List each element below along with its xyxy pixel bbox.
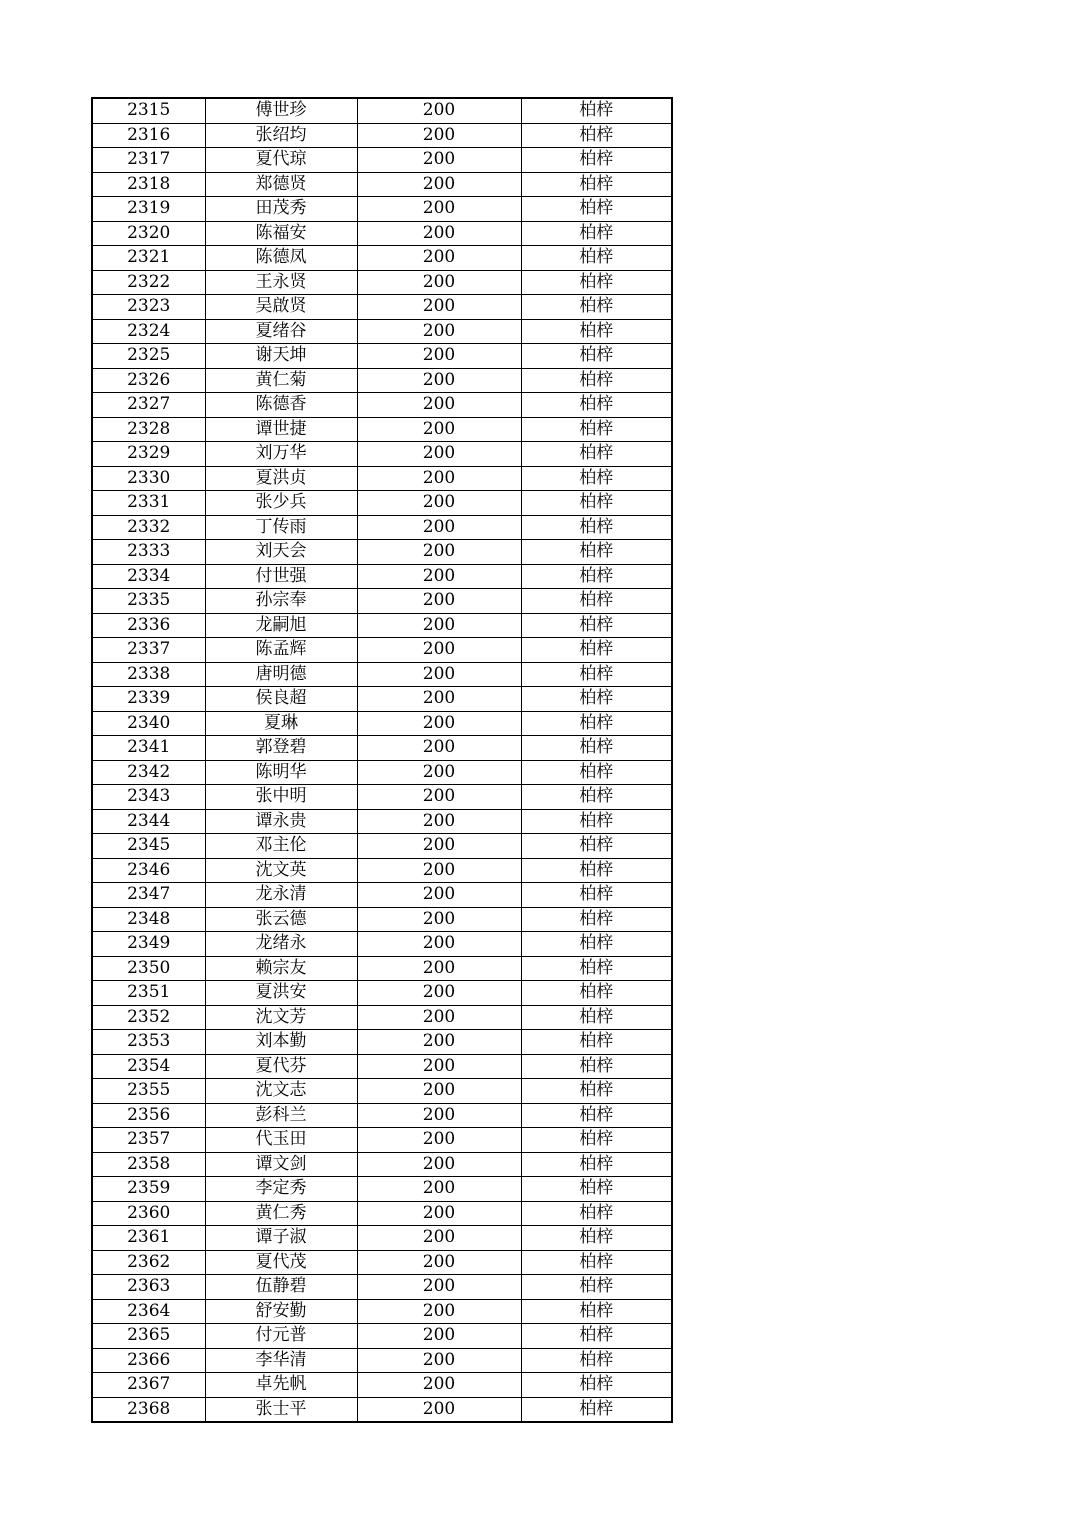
- table-row: [92, 932, 672, 957]
- table-row: [92, 760, 672, 785]
- table-row: [92, 417, 672, 442]
- table-row: [92, 1152, 672, 1177]
- location-cell: 柏梓: [521, 1226, 672, 1251]
- table-row: [92, 148, 672, 173]
- location-cell: 柏梓: [521, 589, 672, 614]
- name-cell: 黄仁菊: [205, 368, 357, 393]
- name-cell: 李华清: [205, 1348, 357, 1373]
- amount-cell: 200: [357, 417, 521, 442]
- location-cell: 柏梓: [521, 834, 672, 859]
- table-row: [92, 1348, 672, 1373]
- table-row: [92, 883, 672, 908]
- table-row: [92, 1299, 672, 1324]
- table-row: [92, 393, 672, 418]
- location-cell: 柏梓: [521, 858, 672, 883]
- amount-cell: 200: [357, 1201, 521, 1226]
- name-cell: 刘本勤: [205, 1030, 357, 1055]
- name-cell: 沈文志: [205, 1079, 357, 1104]
- name-cell: 孙宗奉: [205, 589, 357, 614]
- table-row: [92, 368, 672, 393]
- location-cell: 柏梓: [521, 417, 672, 442]
- table-row: [92, 1177, 672, 1202]
- table-row: [92, 172, 672, 197]
- table-row: [92, 1397, 672, 1422]
- row-number-cell: 2354: [92, 1054, 205, 1079]
- amount-cell: 200: [357, 1079, 521, 1104]
- table-row: [92, 736, 672, 761]
- name-cell: 张士平: [205, 1397, 357, 1422]
- amount-cell: 200: [357, 466, 521, 491]
- table-row: [92, 564, 672, 589]
- name-cell: 黄仁秀: [205, 1201, 357, 1226]
- amount-cell: 200: [357, 736, 521, 761]
- row-number-cell: 2355: [92, 1079, 205, 1104]
- name-cell: 夏代琼: [205, 148, 357, 173]
- row-number-cell: 2347: [92, 883, 205, 908]
- row-number-cell: 2358: [92, 1152, 205, 1177]
- table-row: [92, 1275, 672, 1300]
- location-cell: 柏梓: [521, 687, 672, 712]
- location-cell: 柏梓: [521, 1005, 672, 1030]
- location-cell: 柏梓: [521, 295, 672, 320]
- location-cell: 柏梓: [521, 540, 672, 565]
- location-cell: 柏梓: [521, 1299, 672, 1324]
- amount-cell: 200: [357, 883, 521, 908]
- row-number-cell: 2321: [92, 246, 205, 271]
- name-cell: 陈福安: [205, 221, 357, 246]
- amount-cell: 200: [357, 662, 521, 687]
- row-number-cell: 2333: [92, 540, 205, 565]
- row-number-cell: 2315: [92, 98, 205, 123]
- row-number-cell: 2339: [92, 687, 205, 712]
- amount-cell: 200: [357, 1030, 521, 1055]
- row-number-cell: 2357: [92, 1128, 205, 1153]
- location-cell: 柏梓: [521, 785, 672, 810]
- location-cell: 柏梓: [521, 221, 672, 246]
- location-cell: 柏梓: [521, 613, 672, 638]
- amount-cell: 200: [357, 148, 521, 173]
- table-row: [92, 466, 672, 491]
- location-cell: 柏梓: [521, 1054, 672, 1079]
- row-number-cell: 2348: [92, 907, 205, 932]
- location-cell: 柏梓: [521, 883, 672, 908]
- amount-cell: 200: [357, 1348, 521, 1373]
- table-row: [92, 907, 672, 932]
- table-row: [92, 785, 672, 810]
- table-row: [92, 1250, 672, 1275]
- amount-cell: 200: [357, 1275, 521, 1300]
- amount-cell: 200: [357, 1054, 521, 1079]
- table-row: [92, 613, 672, 638]
- amount-cell: 200: [357, 1299, 521, 1324]
- amount-cell: 200: [357, 491, 521, 516]
- location-cell: 柏梓: [521, 270, 672, 295]
- name-cell: 邓主伦: [205, 834, 357, 859]
- table-row: [92, 98, 672, 123]
- row-number-cell: 2367: [92, 1373, 205, 1398]
- location-cell: 柏梓: [521, 1079, 672, 1104]
- name-cell: 沈文芳: [205, 1005, 357, 1030]
- table-row: [92, 1079, 672, 1104]
- name-cell: 龙嗣旭: [205, 613, 357, 638]
- table-row: [92, 834, 672, 859]
- row-number-cell: 2330: [92, 466, 205, 491]
- location-cell: 柏梓: [521, 1201, 672, 1226]
- name-cell: 侯良超: [205, 687, 357, 712]
- amount-cell: 200: [357, 858, 521, 883]
- name-cell: 张绍均: [205, 123, 357, 148]
- location-cell: 柏梓: [521, 123, 672, 148]
- location-cell: 柏梓: [521, 1348, 672, 1373]
- location-cell: 柏梓: [521, 711, 672, 736]
- row-number-cell: 2331: [92, 491, 205, 516]
- amount-cell: 200: [357, 809, 521, 834]
- data-table: [91, 97, 673, 1423]
- row-number-cell: 2327: [92, 393, 205, 418]
- row-number-cell: 2340: [92, 711, 205, 736]
- row-number-cell: 2332: [92, 515, 205, 540]
- row-number-cell: 2368: [92, 1397, 205, 1422]
- row-number-cell: 2341: [92, 736, 205, 761]
- location-cell: 柏梓: [521, 1250, 672, 1275]
- row-number-cell: 2364: [92, 1299, 205, 1324]
- row-number-cell: 2336: [92, 613, 205, 638]
- location-cell: 柏梓: [521, 344, 672, 369]
- location-cell: 柏梓: [521, 662, 672, 687]
- row-number-cell: 2326: [92, 368, 205, 393]
- row-number-cell: 2320: [92, 221, 205, 246]
- location-cell: 柏梓: [521, 736, 672, 761]
- row-number-cell: 2342: [92, 760, 205, 785]
- table-row: [92, 711, 672, 736]
- row-number-cell: 2353: [92, 1030, 205, 1055]
- location-cell: 柏梓: [521, 907, 672, 932]
- table-row: [92, 442, 672, 467]
- name-cell: 付世强: [205, 564, 357, 589]
- name-cell: 陈德凤: [205, 246, 357, 271]
- location-cell: 柏梓: [521, 809, 672, 834]
- location-cell: 柏梓: [521, 442, 672, 467]
- table-row: [92, 319, 672, 344]
- row-number-cell: 2361: [92, 1226, 205, 1251]
- name-cell: 吴啟贤: [205, 295, 357, 320]
- name-cell: 龙永清: [205, 883, 357, 908]
- location-cell: 柏梓: [521, 1397, 672, 1422]
- name-cell: 夏代茂: [205, 1250, 357, 1275]
- name-cell: 张少兵: [205, 491, 357, 516]
- row-number-cell: 2319: [92, 197, 205, 222]
- name-cell: 谭子淑: [205, 1226, 357, 1251]
- row-number-cell: 2346: [92, 858, 205, 883]
- location-cell: 柏梓: [521, 98, 672, 123]
- row-number-cell: 2316: [92, 123, 205, 148]
- name-cell: 李定秀: [205, 1177, 357, 1202]
- table-row: [92, 589, 672, 614]
- row-number-cell: 2325: [92, 344, 205, 369]
- row-number-cell: 2317: [92, 148, 205, 173]
- amount-cell: 200: [357, 197, 521, 222]
- location-cell: 柏梓: [521, 1152, 672, 1177]
- table-row: [92, 491, 672, 516]
- name-cell: 陈明华: [205, 760, 357, 785]
- name-cell: 彭科兰: [205, 1103, 357, 1128]
- name-cell: 夏绪谷: [205, 319, 357, 344]
- location-cell: 柏梓: [521, 1030, 672, 1055]
- amount-cell: 200: [357, 1005, 521, 1030]
- amount-cell: 200: [357, 589, 521, 614]
- table-row: [92, 687, 672, 712]
- table-row: [92, 123, 672, 148]
- row-number-cell: 2365: [92, 1324, 205, 1349]
- name-cell: 谭文剑: [205, 1152, 357, 1177]
- table-row: [92, 1005, 672, 1030]
- table-row: [92, 1030, 672, 1055]
- table-row: [92, 270, 672, 295]
- amount-cell: 200: [357, 442, 521, 467]
- location-cell: 柏梓: [521, 760, 672, 785]
- table-row: [92, 344, 672, 369]
- name-cell: 夏琳: [205, 711, 357, 736]
- name-cell: 丁传雨: [205, 515, 357, 540]
- row-number-cell: 2343: [92, 785, 205, 810]
- table-row: [92, 1373, 672, 1398]
- name-cell: 陈德香: [205, 393, 357, 418]
- row-number-cell: 2323: [92, 295, 205, 320]
- row-number-cell: 2335: [92, 589, 205, 614]
- name-cell: 舒安勤: [205, 1299, 357, 1324]
- row-number-cell: 2356: [92, 1103, 205, 1128]
- amount-cell: 200: [357, 638, 521, 663]
- location-cell: 柏梓: [521, 956, 672, 981]
- name-cell: 唐明德: [205, 662, 357, 687]
- name-cell: 夏代芬: [205, 1054, 357, 1079]
- table-body: [92, 98, 672, 1422]
- table-row: [92, 956, 672, 981]
- amount-cell: 200: [357, 172, 521, 197]
- amount-cell: 200: [357, 246, 521, 271]
- table-row: [92, 1128, 672, 1153]
- location-cell: 柏梓: [521, 932, 672, 957]
- name-cell: 谭世捷: [205, 417, 357, 442]
- location-cell: 柏梓: [521, 1373, 672, 1398]
- location-cell: 柏梓: [521, 466, 672, 491]
- row-number-cell: 2362: [92, 1250, 205, 1275]
- amount-cell: 200: [357, 956, 521, 981]
- row-number-cell: 2338: [92, 662, 205, 687]
- amount-cell: 200: [357, 1324, 521, 1349]
- row-number-cell: 2328: [92, 417, 205, 442]
- name-cell: 刘万华: [205, 442, 357, 467]
- amount-cell: 200: [357, 540, 521, 565]
- name-cell: 傅世珍: [205, 98, 357, 123]
- location-cell: 柏梓: [521, 319, 672, 344]
- amount-cell: 200: [357, 834, 521, 859]
- table-row: [92, 221, 672, 246]
- location-cell: 柏梓: [521, 1103, 672, 1128]
- table-row: [92, 295, 672, 320]
- table-row: [92, 809, 672, 834]
- amount-cell: 200: [357, 711, 521, 736]
- name-cell: 赖宗友: [205, 956, 357, 981]
- table-row: [92, 540, 672, 565]
- name-cell: 陈孟辉: [205, 638, 357, 663]
- amount-cell: 200: [357, 1128, 521, 1153]
- table-row: [92, 197, 672, 222]
- table-row: [92, 1324, 672, 1349]
- row-number-cell: 2344: [92, 809, 205, 834]
- amount-cell: 200: [357, 1373, 521, 1398]
- table-row: [92, 246, 672, 271]
- row-number-cell: 2351: [92, 981, 205, 1006]
- row-number-cell: 2324: [92, 319, 205, 344]
- amount-cell: 200: [357, 393, 521, 418]
- amount-cell: 200: [357, 1103, 521, 1128]
- location-cell: 柏梓: [521, 1324, 672, 1349]
- row-number-cell: 2322: [92, 270, 205, 295]
- location-cell: 柏梓: [521, 1128, 672, 1153]
- amount-cell: 200: [357, 295, 521, 320]
- name-cell: 夏洪安: [205, 981, 357, 1006]
- amount-cell: 200: [357, 564, 521, 589]
- amount-cell: 200: [357, 613, 521, 638]
- row-number-cell: 2318: [92, 172, 205, 197]
- name-cell: 沈文英: [205, 858, 357, 883]
- row-number-cell: 2337: [92, 638, 205, 663]
- location-cell: 柏梓: [521, 981, 672, 1006]
- location-cell: 柏梓: [521, 393, 672, 418]
- table-row: [92, 1201, 672, 1226]
- name-cell: 张云德: [205, 907, 357, 932]
- amount-cell: 200: [357, 1177, 521, 1202]
- table-row: [92, 1054, 672, 1079]
- location-cell: 柏梓: [521, 172, 672, 197]
- amount-cell: 200: [357, 319, 521, 344]
- row-number-cell: 2363: [92, 1275, 205, 1300]
- row-number-cell: 2349: [92, 932, 205, 957]
- name-cell: 田茂秀: [205, 197, 357, 222]
- location-cell: 柏梓: [521, 368, 672, 393]
- row-number-cell: 2329: [92, 442, 205, 467]
- amount-cell: 200: [357, 1397, 521, 1422]
- name-cell: 郑德贤: [205, 172, 357, 197]
- amount-cell: 200: [357, 932, 521, 957]
- name-cell: 龙绪永: [205, 932, 357, 957]
- amount-cell: 200: [357, 98, 521, 123]
- location-cell: 柏梓: [521, 246, 672, 271]
- name-cell: 谭永贵: [205, 809, 357, 834]
- location-cell: 柏梓: [521, 1275, 672, 1300]
- name-cell: 伍静碧: [205, 1275, 357, 1300]
- table-row: [92, 662, 672, 687]
- location-cell: 柏梓: [521, 638, 672, 663]
- location-cell: 柏梓: [521, 491, 672, 516]
- row-number-cell: 2352: [92, 1005, 205, 1030]
- row-number-cell: 2359: [92, 1177, 205, 1202]
- table-row: [92, 515, 672, 540]
- name-cell: 郭登碧: [205, 736, 357, 761]
- amount-cell: 200: [357, 221, 521, 246]
- amount-cell: 200: [357, 1226, 521, 1251]
- row-number-cell: 2345: [92, 834, 205, 859]
- row-number-cell: 2360: [92, 1201, 205, 1226]
- row-number-cell: 2334: [92, 564, 205, 589]
- amount-cell: 200: [357, 1152, 521, 1177]
- amount-cell: 200: [357, 344, 521, 369]
- amount-cell: 200: [357, 270, 521, 295]
- amount-cell: 200: [357, 981, 521, 1006]
- name-cell: 谢天坤: [205, 344, 357, 369]
- name-cell: 张中明: [205, 785, 357, 810]
- amount-cell: 200: [357, 368, 521, 393]
- location-cell: 柏梓: [521, 197, 672, 222]
- table-row: [92, 858, 672, 883]
- location-cell: 柏梓: [521, 148, 672, 173]
- table-row: [92, 1226, 672, 1251]
- location-cell: 柏梓: [521, 515, 672, 540]
- name-cell: 夏洪贞: [205, 466, 357, 491]
- name-cell: 付元普: [205, 1324, 357, 1349]
- table-row: [92, 1103, 672, 1128]
- amount-cell: 200: [357, 760, 521, 785]
- name-cell: 刘天会: [205, 540, 357, 565]
- amount-cell: 200: [357, 687, 521, 712]
- amount-cell: 200: [357, 785, 521, 810]
- name-cell: 代玉田: [205, 1128, 357, 1153]
- table-row: [92, 981, 672, 1006]
- name-cell: 卓先帆: [205, 1373, 357, 1398]
- amount-cell: 200: [357, 515, 521, 540]
- location-cell: 柏梓: [521, 1177, 672, 1202]
- row-number-cell: 2350: [92, 956, 205, 981]
- row-number-cell: 2366: [92, 1348, 205, 1373]
- amount-cell: 200: [357, 907, 521, 932]
- name-cell: 王永贤: [205, 270, 357, 295]
- amount-cell: 200: [357, 123, 521, 148]
- amount-cell: 200: [357, 1250, 521, 1275]
- location-cell: 柏梓: [521, 564, 672, 589]
- table-row: [92, 638, 672, 663]
